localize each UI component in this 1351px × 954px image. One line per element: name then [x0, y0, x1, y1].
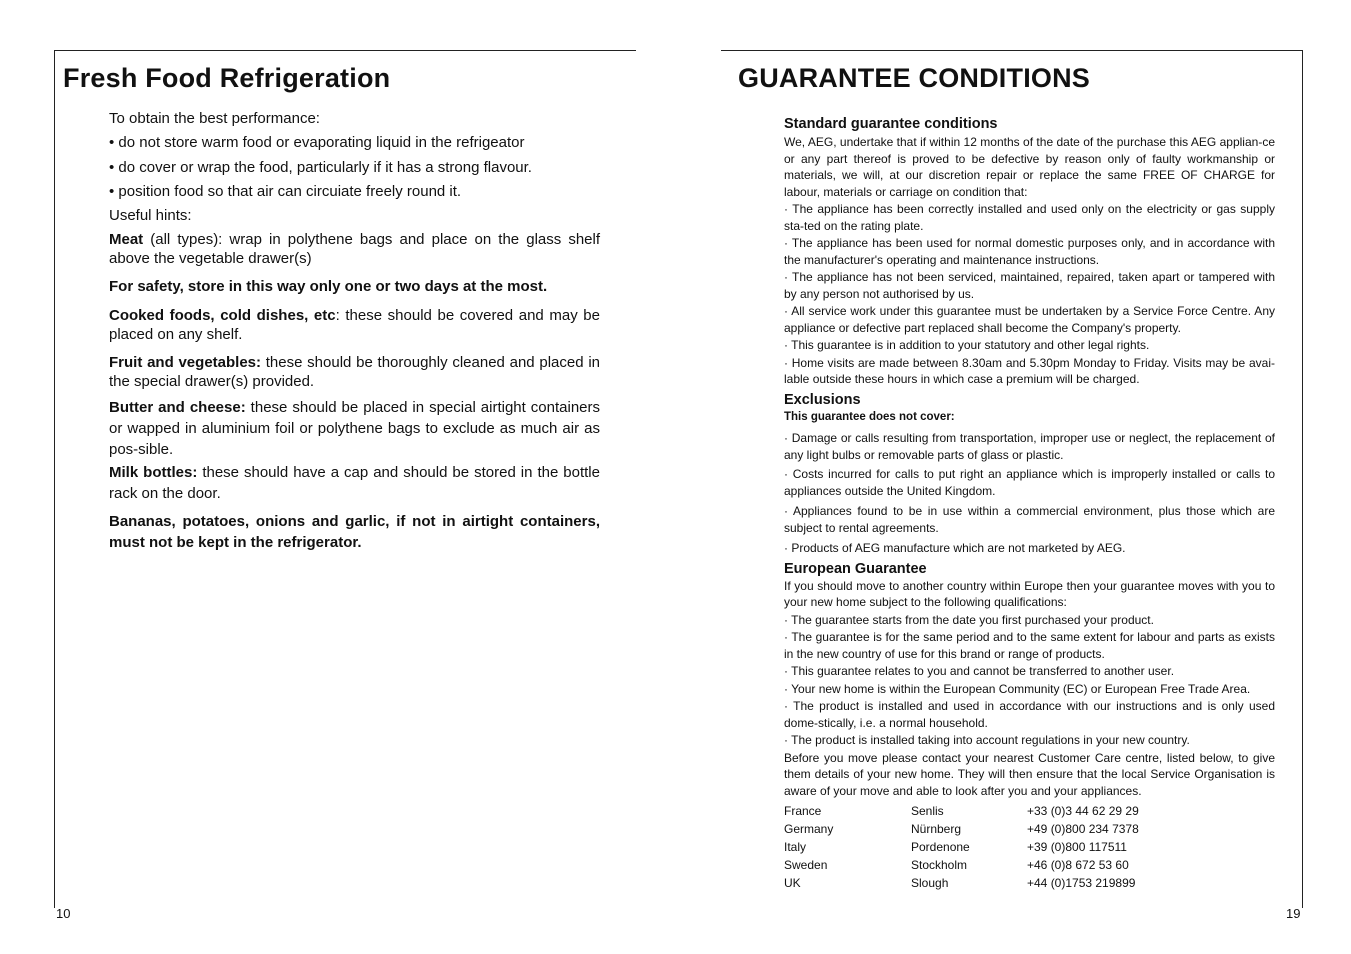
exclusions-heading: Exclusions — [784, 391, 861, 408]
european-item: · This guarantee relates to you and cannot be transferred to another user. — [784, 664, 1175, 678]
milk-label: Milk bottles: — [109, 464, 198, 481]
fruit-text: these should be thoroughly cleaned and placed in the special drawer(s) provided. — [109, 354, 600, 390]
standard-heading: Standard guarantee conditions — [784, 116, 998, 132]
cooked-label: Cooked foods, cold dishes, etc — [109, 307, 336, 324]
table-row — [784, 856, 1177, 874]
bullet-item: • do cover or wrap the food, particularly if it has a strong flavour. — [109, 159, 532, 176]
contact-city: Stockholm — [911, 858, 968, 872]
exclusion-item: · Appliances found to be in use within a commercial environment, plus those which are subject to rental agreements. — [784, 504, 1275, 535]
page-title: GUARANTEE CONDITIONS — [738, 63, 1091, 93]
contact-country: Germany — [784, 822, 834, 836]
top-rule — [721, 50, 1303, 51]
contact-phone: +33 (0)3 44 62 29 29 — [1027, 804, 1139, 818]
side-rule — [1302, 50, 1303, 908]
bullet-item: • do not store warm food or evaporating liquid in the refrigeator — [109, 134, 525, 151]
contact-country: Sweden — [784, 858, 828, 872]
exclusions-subheading: This guarantee does not cover: — [784, 410, 955, 423]
contact-phone: +49 (0)800 234 7378 — [1027, 822, 1139, 836]
contact-city: Senlis — [911, 804, 944, 818]
refrigeration-body — [109, 109, 600, 553]
top-rule — [54, 50, 636, 51]
table-row — [784, 802, 1177, 820]
contact-phone: +44 (0)1753 219899 — [1027, 876, 1136, 890]
intro-text: To obtain the best performance: — [109, 110, 320, 127]
exclusion-item: · Damage or calls resulting from transportation, improper use or neglect, the replacement of any light bulbs or removable parts of glass or plastic. — [784, 431, 1275, 462]
milk-hint — [109, 462, 600, 504]
standard-item: · The appliance has been correctly installed and used only on the electricity or gas supply sta-ted on the rating plate. — [784, 202, 1275, 233]
side-rule — [54, 50, 55, 908]
european-item: · The guarantee is for the same period and to the same extent for labour and parts as exists in the new country of use for this brand or range of products. — [784, 630, 1275, 661]
cooked-hint — [109, 306, 600, 344]
guarantee-body — [784, 115, 1275, 892]
exclusion-item: · Products of AEG manufacture which are not marketed by AEG. — [784, 541, 1126, 555]
cooked-text: : these should be covered and may be placed on any shelf. — [109, 307, 600, 343]
standard-intro: We, AEG, undertake that if within 12 months of the date of the purchase this AEG applian-ce or any part thereof is proved to be defective by reason only of faulty workmanship or materials, we will, at our discretion repair or replace the same FREE OF CHARGE for labour, materials or carriage on condition that: — [784, 135, 1275, 199]
table-row — [784, 874, 1177, 892]
page-number: 10 — [56, 906, 71, 921]
page-title: Fresh Food Refrigeration — [63, 63, 391, 93]
european-item: · The guarantee starts from the date you first purchased your product. — [784, 612, 1154, 627]
contact-country: France — [784, 804, 822, 818]
table-row — [784, 820, 1177, 838]
customer-care-table — [784, 802, 1177, 892]
european-closing: Before you move please contact your nearest Customer Care centre, listed below, to give them details of your new home. They will then ensure that the local Service Organisation is aware of your move and able to look after you and your appliances. — [784, 750, 1275, 798]
exclusion-item: · Costs incurred for calls to put right an appliance which is improperly installed or calls to appliances outside the United Kingdom. — [784, 467, 1275, 498]
right-page — [676, 0, 1351, 954]
safety-note: For safety, store in this way only one or two days at the most. — [109, 278, 548, 295]
butter-label: Butter and cheese: — [109, 399, 246, 416]
page-number: 19 — [1286, 906, 1301, 921]
standard-item: · This guarantee is in addition to your statutory and other legal rights. — [784, 338, 1150, 352]
fruit-hint — [109, 353, 600, 391]
table-row — [784, 838, 1177, 856]
butter-hint — [109, 397, 600, 460]
contact-phone: +39 (0)800 117511 — [1027, 840, 1127, 854]
contact-country: UK — [784, 876, 801, 890]
contact-city: Slough — [911, 876, 949, 890]
meat-hint — [109, 230, 600, 268]
european-item: · The product is installed and used in accordance with our instructions and is only used dome-stically, i.e. a normal household. — [784, 699, 1275, 730]
european-heading: European Guarantee — [784, 560, 927, 577]
standard-item: · Home visits are made between 8.30am and 5.30pm Monday to Friday. Visits may be avai-lable outside these hours in which case a premium will be charged. — [784, 355, 1275, 386]
european-item: · The product is installed taking into account regulations in your new country. — [784, 733, 1190, 747]
european-item: · Your new home is within the European Community (EC) or European Free Trade Area. — [784, 681, 1251, 696]
contact-phone: +46 (0)8 672 53 60 — [1027, 858, 1129, 872]
bullet-item: • position food so that air can circuiate freely round it. — [109, 183, 462, 200]
useful-hints-label: Useful hints: — [109, 207, 192, 224]
standard-item: · All service work under this guarantee must be undertaken by a Service Force Centre. Any appliance or defective part replaced shall become the Company's property. — [784, 304, 1275, 335]
milk-text: these should have a cap and should be stored in the bottle rack on the door. — [109, 464, 600, 502]
contact-country: Italy — [784, 840, 807, 854]
bananas-note: Bananas, potatoes, onions and garlic, if not in airtight containers, must not be kept in the refrigerator. — [109, 513, 600, 551]
european-intro: If you should move to another country within Europe then your guarantee moves with you to your new home subject to the following qualifications: — [784, 578, 1275, 609]
contact-city: Nürnberg — [911, 822, 962, 836]
contact-city: Pordenone — [911, 840, 970, 854]
standard-item: · The appliance has been used for normal domestic purposes only, and in accordance with the manufacturer's operating and maintenance instructions. — [784, 236, 1275, 267]
meat-label: Meat — [109, 231, 144, 248]
meat-text: (all types): wrap in polythene bags and place on the glass shelf above the vegetable drawer(s) — [109, 231, 600, 267]
standard-item: · The appliance has not been serviced, maintained, repaired, taken apart or tampered with by any person not authorised by us. — [784, 270, 1275, 301]
fruit-label: Fruit and vegetables: — [109, 354, 262, 371]
butter-text: these should be placed in special airtight containers or wapped in aluminium foil or polythene bags to exclude as much air as pos-sible. — [109, 399, 600, 458]
